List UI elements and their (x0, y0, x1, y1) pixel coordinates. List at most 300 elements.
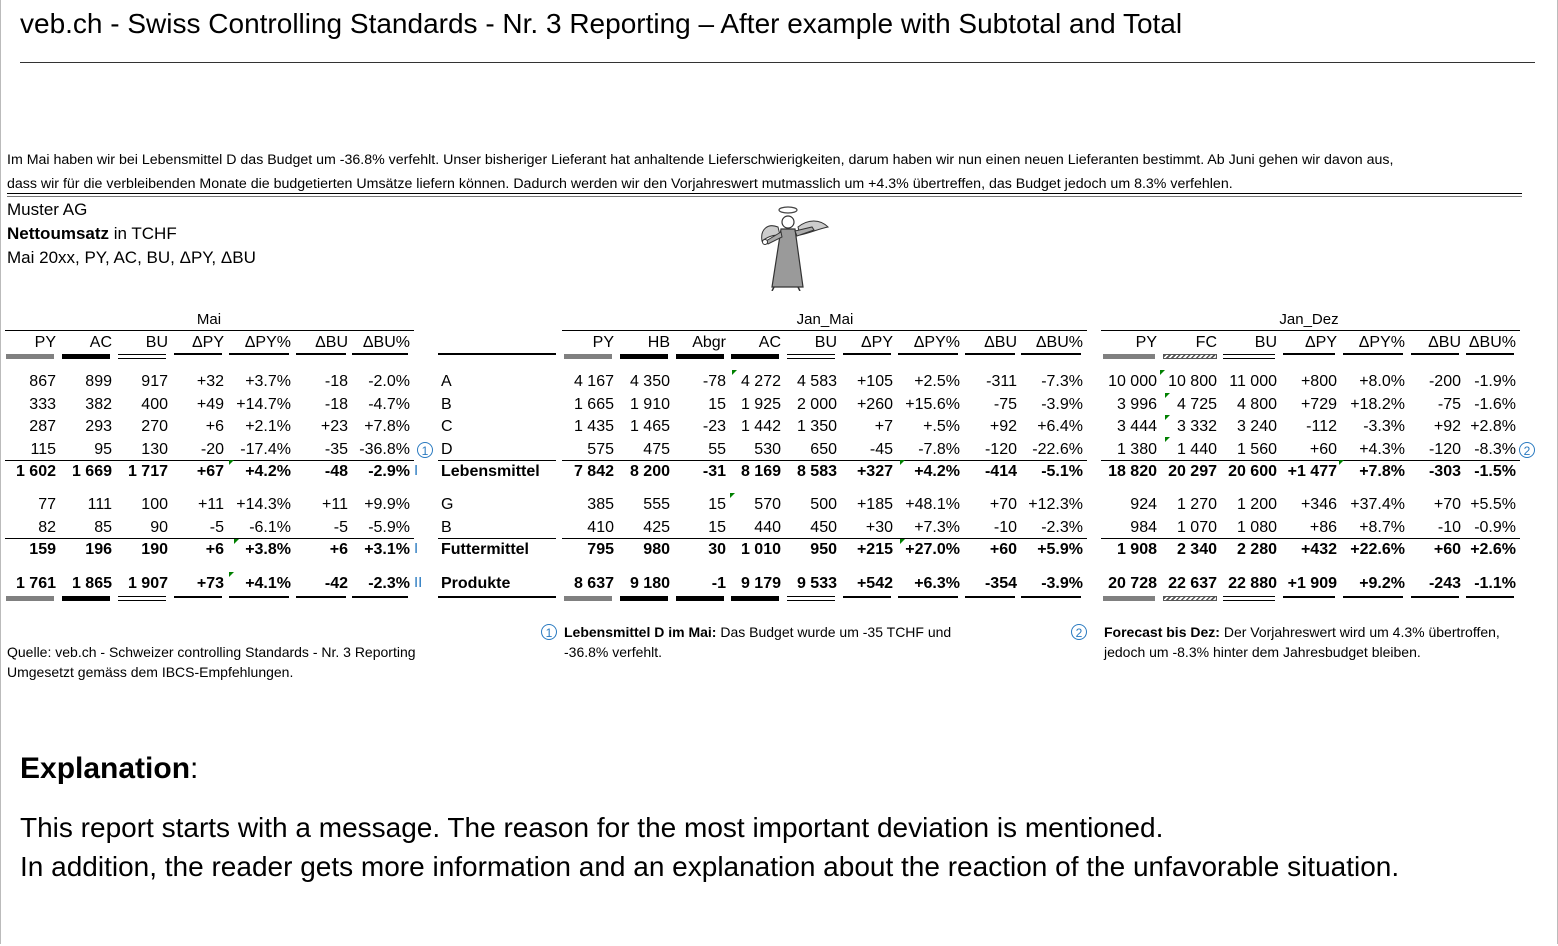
table-cell: 1 080 (1236, 519, 1277, 536)
col-header-mai-0: PY (34, 334, 56, 351)
table-cell: -1.9% (1474, 373, 1516, 390)
table-cell: +70 (989, 496, 1017, 513)
table-cell: 2 340 (1176, 541, 1217, 558)
table-cell: +7.3% (914, 519, 960, 536)
table-cell: +92 (989, 418, 1017, 435)
table-cell: 475 (643, 441, 670, 458)
footer-bar-mai-0 (6, 596, 54, 601)
note-1-text-2: -36.8% verfehlt. (564, 644, 663, 660)
table-cell: +1 477 (1287, 463, 1337, 480)
table-cell: +800 (1300, 373, 1337, 390)
table-cell: 159 (29, 541, 56, 558)
table-cell: -120 (1428, 441, 1461, 458)
table-cell: -1.1% (1474, 575, 1516, 592)
table-cell: -1.5% (1474, 463, 1516, 480)
table-cell: 22 880 (1228, 575, 1277, 592)
table-cell: 1 435 (573, 418, 614, 435)
table-cell: 410 (587, 519, 614, 536)
table-cell: +60 (1309, 441, 1337, 458)
table-cell: 1 717 (127, 463, 168, 480)
col-header-jan_mai-4: BU (814, 334, 837, 351)
col-header-jan_mai-3: AC (758, 334, 781, 351)
table-cell: 8 200 (629, 463, 670, 480)
company-name: Muster AG (7, 200, 88, 219)
table-cell: -8.3% (1474, 441, 1516, 458)
message-line-1: Im Mai haben wir bei Lebensmittel D das Budget um -36.8% verfehlt. Unser bisheriger Lieferant hat anhaltende Lieferschwierigkeiten, darum haben wir nun einen neuen Lieferanten bestimmt. Ab Juni gehen wir davon aus, (7, 152, 1394, 168)
table-cell: 1 560 (1236, 441, 1277, 458)
period-jan-dez-line (1101, 330, 1520, 331)
footer-rule-jan_dez-3 (1283, 596, 1335, 598)
variance-flag (229, 572, 234, 577)
table-cell: +9.2% (1359, 575, 1405, 592)
table-cell: 400 (141, 396, 168, 413)
table-cell: -75 (1437, 396, 1461, 413)
table-cell: 555 (643, 496, 670, 513)
col-header-jan_dez-3: ΔPY (1304, 334, 1337, 351)
table-cell: -10 (1437, 519, 1461, 536)
table-cell: -7.8% (918, 441, 960, 458)
table-cell: +5.5% (1470, 496, 1516, 513)
table-cell: 385 (587, 496, 614, 513)
header-bar-mai-0 (6, 354, 54, 359)
table-cell: -3.3% (1363, 418, 1405, 435)
note-2-text: Der Vorjahreswert wird um 4.3% übertroffen, (1219, 624, 1500, 640)
table-cell: +70 (1433, 496, 1461, 513)
table-cell: 20 600 (1228, 463, 1277, 480)
table-cell: 4 583 (796, 373, 837, 390)
period-jan-dez: Jan_Dez (1279, 311, 1339, 328)
col-header-jan_mai-6: ΔPY% (913, 334, 960, 351)
table-cell: 196 (85, 541, 112, 558)
table-cell: +346 (1300, 496, 1337, 513)
period-jan-mai-line (562, 330, 1087, 331)
period-mai-line (5, 330, 414, 331)
table-cell: 1 465 (629, 418, 670, 435)
table-cell: 1 925 (740, 396, 781, 413)
table-cell: +15.6% (905, 396, 960, 413)
header-rule-jan_dez-3 (1283, 353, 1335, 355)
table-cell: -1.6% (1474, 396, 1516, 413)
col-header-jan_dez-1: FC (1195, 334, 1217, 351)
header-rule-mai-3 (174, 353, 222, 355)
table-cell: +14.7% (236, 396, 291, 413)
table-cell: -303 (1428, 463, 1461, 480)
table-cell: 425 (643, 519, 670, 536)
table-cell: 4 350 (629, 373, 670, 390)
table-cell: +27.0% (905, 541, 960, 558)
footer-rule-mai-4 (229, 596, 289, 598)
header-rule-jan_mai-7 (965, 353, 1015, 355)
header-bar-jan_dez-2 (1223, 354, 1275, 359)
col-header-mai-1: AC (89, 334, 112, 351)
table-cell: 20 297 (1168, 463, 1217, 480)
table-cell: 1 865 (71, 575, 112, 592)
table-cell: 100 (141, 496, 168, 513)
col-header-jan_mai-2: Abgr (692, 334, 726, 351)
table-cell: 1 010 (740, 541, 781, 558)
col-header-jan_dez-4: ΔPY% (1358, 334, 1405, 351)
table-cell: +2.8% (1470, 418, 1516, 435)
table-cell: +1 909 (1287, 575, 1337, 592)
measure-unit: in TCHF (109, 224, 177, 243)
table-cell: -2.3% (1041, 519, 1083, 536)
header-rule-mai-4 (229, 353, 289, 355)
note-marker-1: 1 (541, 624, 557, 640)
table-cell: 77 (38, 496, 56, 513)
table-cell: +37.4% (1350, 496, 1405, 513)
table-cell: -414 (984, 463, 1017, 480)
header-bar-jan_mai-3 (731, 354, 779, 359)
header-bar-jan_dez-0 (1103, 354, 1155, 359)
table-cell: -5.9% (368, 519, 410, 536)
subtotal-line-jan-mai (562, 460, 1087, 461)
row-label: G (441, 496, 454, 513)
table-cell: +3.8% (245, 541, 291, 558)
table-cell: -0.9% (1474, 519, 1516, 536)
table-cell: 9 180 (629, 575, 670, 592)
table-cell: -48 (324, 463, 348, 480)
table-cell: 287 (29, 418, 56, 435)
table-cell: +14.3% (236, 496, 291, 513)
header-rule-jan_mai-5 (843, 353, 891, 355)
table-cell: 1 665 (573, 396, 614, 413)
table-cell: 30 (708, 541, 726, 558)
source-line-1: Quelle: veb.ch - Schweizer controlling Standards - Nr. 3 Reporting (7, 644, 416, 660)
table-cell: +2.6% (1470, 541, 1516, 558)
table-cell: +23 (320, 418, 348, 435)
table-cell: -5 (333, 519, 348, 536)
footer-rule-jan_mai-5 (843, 596, 891, 598)
table-cell: +4.3% (1359, 441, 1405, 458)
note-2-text-2: jedoch um -8.3% hinter dem Jahresbudget bleiben. (1104, 644, 1421, 660)
header-bar-mai-2 (118, 354, 166, 359)
table-cell: +32 (196, 373, 224, 390)
row-label: D (441, 441, 453, 458)
table-cell: 440 (754, 519, 781, 536)
table-cell: +215 (856, 541, 893, 558)
table-cell: 130 (141, 441, 168, 458)
table-cell: 1 200 (1236, 496, 1277, 513)
table-cell: -22.6% (1032, 441, 1083, 458)
table-cell: -18 (324, 396, 348, 413)
variance-flag (229, 460, 234, 465)
subtotal-line-jan-dez (1101, 538, 1520, 539)
col-header-mai-4: ΔPY% (244, 334, 291, 351)
table-cell: -35 (324, 441, 348, 458)
table-cell: -18 (324, 373, 348, 390)
table-cell: 8 169 (740, 463, 781, 480)
table-cell: +4.1% (245, 575, 291, 592)
table-cell: 3 444 (1116, 418, 1157, 435)
table-cell: 1 380 (1116, 441, 1157, 458)
col-header-jan_mai-8: ΔBU% (1035, 334, 1083, 351)
table-cell: +105 (856, 373, 893, 390)
table-cell: 1 070 (1176, 519, 1217, 536)
table-cell: -5.1% (1041, 463, 1083, 480)
table-cell: 10 800 (1168, 373, 1217, 390)
table-cell: 950 (810, 541, 837, 558)
variance-flag (1160, 370, 1165, 375)
note-1-text: Das Budget wurde um -35 TCHF und (716, 624, 952, 640)
header-rule-mai-5 (296, 353, 346, 355)
note-marker-2: 2 (1071, 624, 1087, 640)
table-cell: +7.8% (364, 418, 410, 435)
table-cell: 82 (38, 519, 56, 536)
col-header-mai-3: ΔPY (191, 334, 224, 351)
table-cell: 917 (141, 373, 168, 390)
header-rule-mai-6 (352, 353, 408, 355)
footer-rule-mai-3 (174, 596, 222, 598)
table-cell: 4 272 (740, 373, 781, 390)
note-2 (1104, 622, 1500, 662)
table-cell: +729 (1300, 396, 1337, 413)
note-1-head: Lebensmittel D im Mai: (564, 624, 717, 640)
table-cell: +30 (865, 519, 893, 536)
angel-illustration (748, 205, 832, 291)
footer-bar-jan_mai-4 (787, 596, 835, 601)
table-cell: +6.4% (1037, 418, 1083, 435)
table-cell: 115 (30, 441, 56, 458)
table-cell: +7.8% (1359, 463, 1405, 480)
table-cell: -200 (1428, 373, 1461, 390)
variance-flag (730, 493, 735, 498)
table-cell: -42 (324, 575, 348, 592)
row-label: Produkte (441, 575, 511, 592)
table-cell: -2.3% (368, 575, 410, 592)
header-bar-jan_mai-0 (564, 354, 612, 359)
footer-bar-jan_mai-2 (676, 596, 724, 601)
table-cell: +432 (1300, 541, 1337, 558)
header-bar-mai-1 (62, 354, 110, 359)
period-mai: Mai (196, 311, 222, 328)
table-cell: 4 800 (1236, 396, 1277, 413)
table-cell: +6.3% (914, 575, 960, 592)
footer-bar-mai-2 (118, 596, 166, 601)
header-bar-jan_dez-1 (1163, 354, 1217, 359)
variance-flag (1339, 460, 1344, 465)
table-cell: +73 (196, 575, 224, 592)
table-cell: 190 (141, 541, 168, 558)
header-bar-jan_mai-4 (787, 354, 835, 359)
table-cell: -75 (993, 396, 1017, 413)
footer-bar-jan_dez-2 (1223, 596, 1275, 601)
table-cell: 984 (1130, 519, 1157, 536)
footer-bar-jan_mai-3 (731, 596, 779, 601)
col-header-mai-5: ΔBU (315, 334, 348, 351)
message-line-2: dass wir für die verbleibenden Monate die budgetierten Umsätze liefern können. Dadurch werden wir den Vorjahreswert mutmasslich um +4.3% übertreffen, das Budget jedoch um 8.3% verfehlen. (7, 172, 1522, 197)
table-cell: 1 907 (127, 575, 168, 592)
table-cell: -5 (209, 519, 224, 536)
table-cell: 333 (29, 396, 56, 413)
table-cell: -120 (984, 441, 1017, 458)
total-marker: II (414, 574, 423, 591)
note-marker-2-inline: 2 (1519, 442, 1535, 458)
table-cell: -31 (702, 463, 726, 480)
table-cell: -2.9% (368, 463, 410, 480)
table-cell: +4.2% (914, 463, 960, 480)
table-cell: -3.9% (1041, 396, 1083, 413)
table-cell: -17.4% (240, 441, 291, 458)
table-cell: +7 (874, 418, 893, 435)
note-2-head: Forecast bis Dez: (1104, 624, 1220, 640)
subtotal-line-jan-dez (1101, 460, 1520, 461)
row-label: A (441, 373, 452, 390)
table-cell: 15 (708, 496, 726, 513)
col-header-jan_mai-7: ΔBU (984, 334, 1017, 351)
row-label: B (441, 519, 452, 536)
footer-rule-label (438, 596, 556, 598)
table-cell: 15 (708, 396, 726, 413)
table-cell: 20 728 (1108, 575, 1157, 592)
table-cell: +2.5% (914, 373, 960, 390)
table-cell: -45 (869, 441, 893, 458)
report-header (7, 198, 256, 270)
period-line: Mai 20xx, PY, AC, BU, ΔPY, ΔBU (7, 248, 256, 267)
table-cell: 10 000 (1108, 373, 1157, 390)
table-cell: 2 000 (796, 396, 837, 413)
row-label: C (441, 418, 453, 435)
variance-flag (1165, 437, 1170, 442)
table-cell: 9 533 (796, 575, 837, 592)
footer-bar-jan_dez-0 (1103, 596, 1155, 601)
table-cell: +6 (329, 541, 348, 558)
col-header-mai-2: BU (145, 334, 168, 351)
table-cell: 650 (810, 441, 837, 458)
explanation-line-1: This report starts with a message. The reason for the most important deviation is mentioned. (20, 812, 1164, 843)
footer-bar-mai-1 (62, 596, 110, 601)
table-cell: +67 (196, 463, 224, 480)
table-cell: +185 (856, 496, 893, 513)
subtotal-line-mai (5, 460, 414, 461)
table-cell: 3 996 (1116, 396, 1157, 413)
table-cell: -311 (986, 373, 1017, 390)
table-cell: 7 842 (573, 463, 614, 480)
explanation-title (20, 752, 198, 786)
table-cell: -112 (1306, 418, 1337, 435)
table-cell: -2.0% (368, 373, 410, 390)
header-rule-jan_mai-8 (1021, 353, 1081, 355)
table-cell: +260 (856, 396, 893, 413)
table-cell: 1 350 (796, 418, 837, 435)
table-cell: -4.7% (368, 396, 410, 413)
table-cell: 8 583 (796, 463, 837, 480)
table-cell: 867 (29, 373, 56, 390)
subtotal-line-label (438, 460, 556, 461)
table-cell: 4 167 (573, 373, 614, 390)
col-header-jan_dez-6: ΔBU% (1468, 334, 1516, 351)
explanation-line-2: In addition, the reader gets more information and an explanation about the reaction of the unfavorable situation. (20, 851, 1400, 882)
source-line-2: Umgesetzt gemäss dem IBCS-Empfehlungen. (7, 664, 294, 680)
table-cell: 270 (141, 418, 168, 435)
row-label: B (441, 396, 452, 413)
table-cell: 3 332 (1176, 418, 1217, 435)
table-cell: +60 (989, 541, 1017, 558)
variance-flag (900, 539, 905, 544)
footer-rule-jan_dez-5 (1411, 596, 1459, 598)
table-cell: -7.3% (1041, 373, 1083, 390)
header-rule-jan_dez-5 (1411, 353, 1459, 355)
table-cell: -23 (702, 418, 726, 435)
header-rule-jan_dez-4 (1343, 353, 1403, 355)
table-cell: 85 (94, 519, 112, 536)
table-cell: 1 602 (15, 463, 56, 480)
measure-name: Nettoumsatz (7, 224, 110, 243)
table-cell: 530 (754, 441, 781, 458)
table-cell: 55 (708, 441, 726, 458)
table-cell: 293 (85, 418, 112, 435)
variance-flag (1165, 415, 1170, 420)
note-1 (564, 622, 951, 662)
table-cell: -243 (1428, 575, 1461, 592)
table-cell: -78 (702, 373, 726, 390)
footer-rule-mai-6 (352, 596, 408, 598)
table-cell: +3.7% (245, 373, 291, 390)
footer-rule-jan_mai-6 (898, 596, 958, 598)
table-cell: +48.1% (905, 496, 960, 513)
footer-rule-jan_dez-4 (1343, 596, 1403, 598)
table-cell: 15 (708, 519, 726, 536)
table-cell: +11 (198, 496, 224, 513)
subtotal-line-mai (5, 538, 414, 539)
footer-bar-jan_dez-1 (1163, 596, 1217, 601)
table-cell: 4 725 (1176, 396, 1217, 413)
table-cell: 899 (85, 373, 112, 390)
header-rule-label (438, 353, 556, 355)
table-cell: 500 (810, 496, 837, 513)
header-rule-jan_dez-6 (1466, 353, 1514, 355)
table-cell: -3.9% (1041, 575, 1083, 592)
title-divider (20, 62, 1535, 63)
col-header-jan_mai-1: HB (647, 334, 670, 351)
col-header-jan_dez-2: BU (1254, 334, 1277, 351)
col-header-jan_mai-0: PY (592, 334, 614, 351)
table-cell: +92 (1433, 418, 1461, 435)
header-bar-jan_mai-1 (620, 354, 668, 359)
table-cell: +18.2% (1350, 396, 1405, 413)
table-cell: 11 000 (1229, 373, 1277, 390)
col-header-jan_mai-5: ΔPY (860, 334, 893, 351)
col-header-mai-6: ΔBU% (362, 334, 410, 351)
table-cell: 924 (1130, 496, 1157, 513)
table-cell: -10 (993, 519, 1017, 536)
table-cell: 8 637 (573, 575, 614, 592)
table-cell: 382 (85, 396, 112, 413)
table-cell: 1 908 (1116, 541, 1157, 558)
table-cell: 18 820 (1108, 463, 1157, 480)
footer-bar-jan_mai-1 (620, 596, 668, 601)
table-cell: -1 (711, 575, 726, 592)
table-cell: +6 (205, 418, 224, 435)
table-cell: +60 (1433, 541, 1461, 558)
subtotal-line-jan-mai (562, 538, 1087, 539)
message-divider (7, 193, 1522, 194)
table-cell: +3.1% (364, 541, 410, 558)
table-cell: 1 270 (1176, 496, 1217, 513)
variance-flag (900, 460, 905, 465)
footer-rule-jan_mai-7 (965, 596, 1015, 598)
table-cell: -20 (200, 441, 224, 458)
header-rule-jan_mai-6 (898, 353, 958, 355)
table-cell: +9.9% (364, 496, 410, 513)
variance-flag (1165, 393, 1170, 398)
source-footer (7, 642, 416, 682)
footer-bar-jan_mai-0 (564, 596, 612, 601)
table-cell: 95 (94, 441, 112, 458)
table-cell: -6.1% (249, 519, 291, 536)
table-cell: 1 442 (740, 418, 781, 435)
row-label: Lebensmittel (441, 463, 540, 480)
table-cell: +22.6% (1350, 541, 1405, 558)
